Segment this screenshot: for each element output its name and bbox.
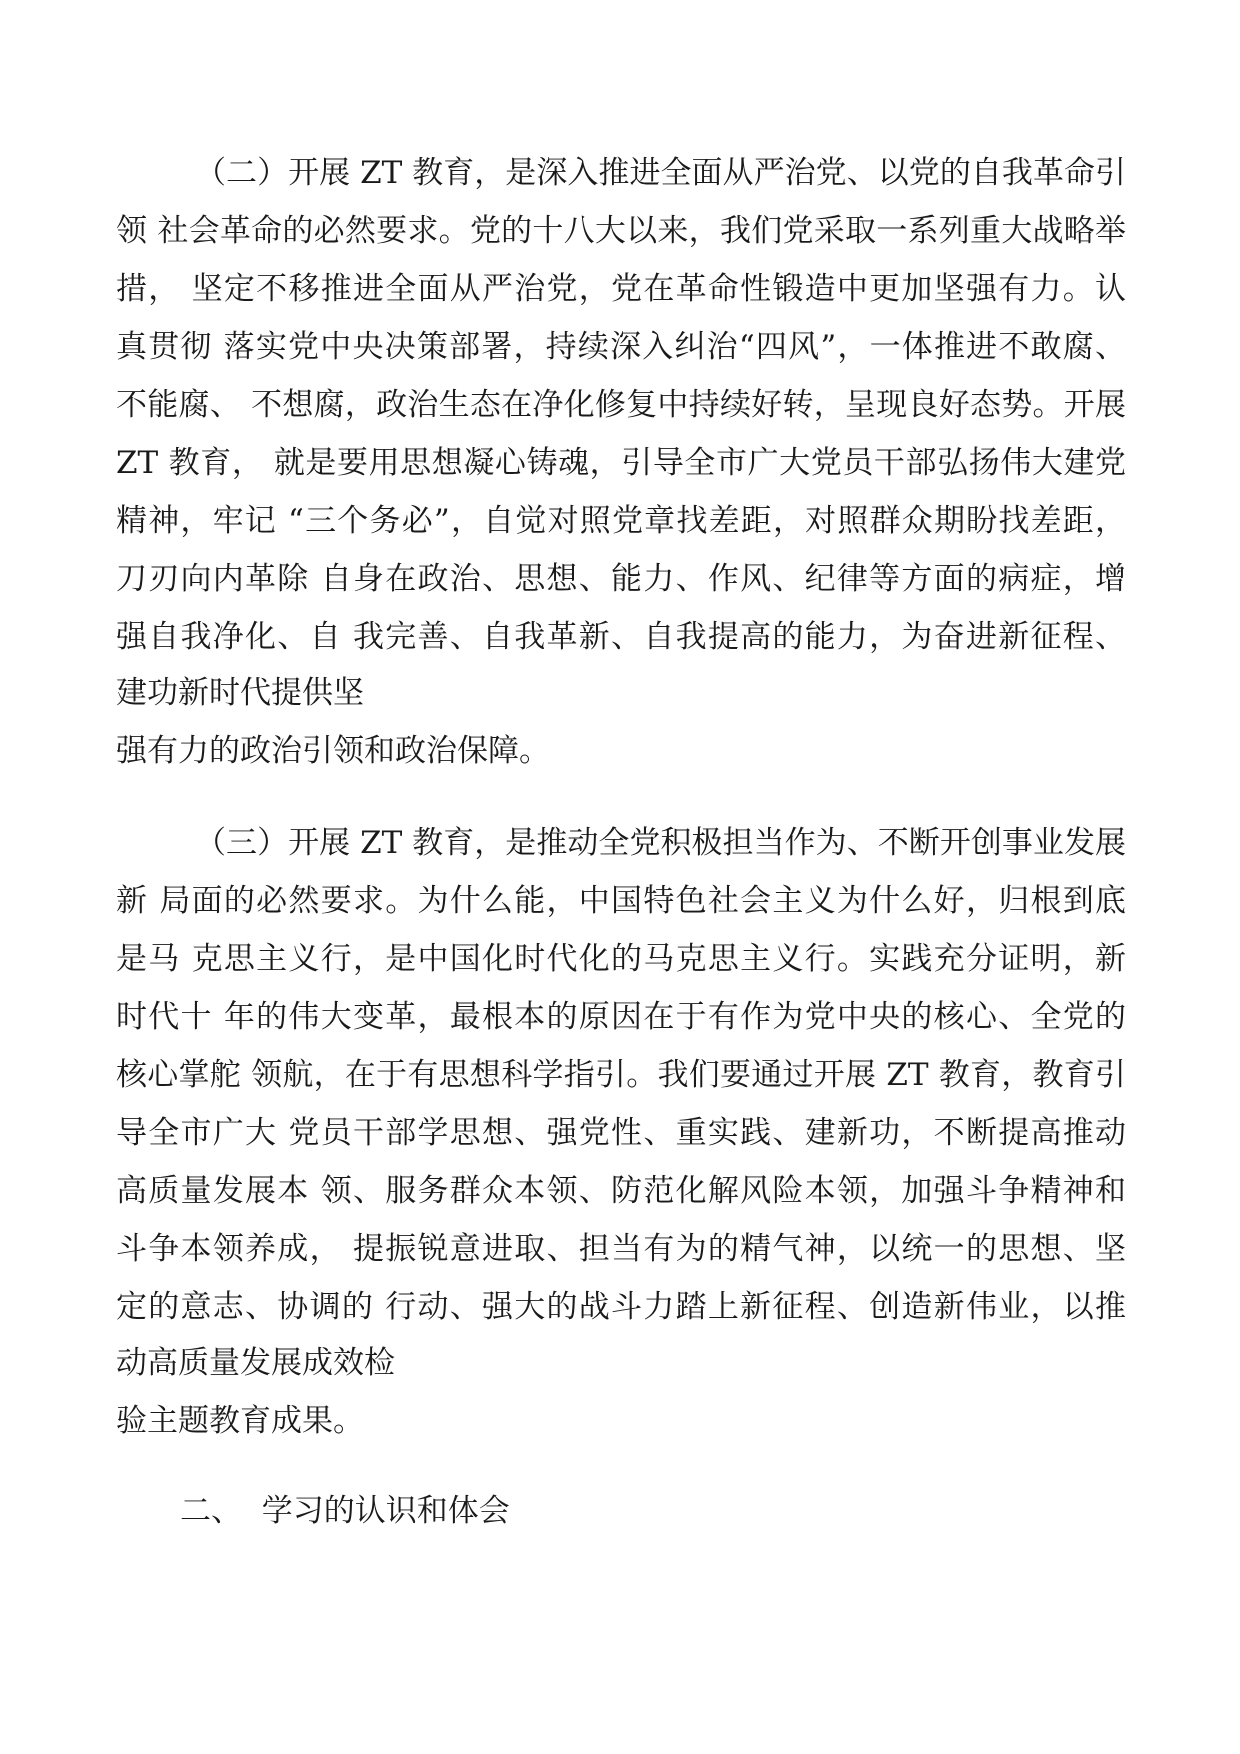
paragraph-line: 强有力的政治引领和政治保障。 xyxy=(116,733,550,769)
paragraph-line: 真贯彻 落实党中央决策部署，持续深入纠治“四风”，一体推进不敢腐、 xyxy=(116,329,1126,365)
paragraph-line: 刀刃向内革除 自身在政治、思想、能力、作风、纪律等方面的病症，增 xyxy=(116,561,1126,597)
paragraph-line: 是马 克思主义行，是中国化时代化的马克思主义行。实践充分证明，新 xyxy=(116,941,1126,977)
paragraph-line: 精神，牢记 “三个务必”，自觉对照党章找差距，对照群众期盼找差距， xyxy=(116,503,1126,539)
paragraph-line: 建功新时代提供坚 xyxy=(116,675,364,711)
paragraph-line: 验主题教育成果。 xyxy=(116,1403,364,1439)
paragraph-line: ZT 教育， 就是要用思想凝心铸魂，引导全市广大党员干部弘扬伟大建党 xyxy=(116,445,1126,481)
paragraph-line: 动高质量发展成效检 xyxy=(116,1345,395,1381)
paragraph-line: 时代十 年的伟大变革，最根本的原因在于有作为党中央的核心、全党的 xyxy=(116,999,1126,1035)
section-heading: 二、 学习的认识和体会 xyxy=(180,1493,510,1529)
paragraph-line: （二）开展 ZT 教育，是深入推进全面从严治党、以党的自我革命引 xyxy=(195,155,1126,191)
paragraph-line: 新 局面的必然要求。为什么能，中国特色社会主义为什么好，归根到底 xyxy=(116,883,1126,919)
paragraph-line: （三）开展 ZT 教育，是推动全党积极担当作为、不断开创事业发展 xyxy=(195,825,1126,861)
paragraph-line: 斗争本领养成， 提振锐意进取、担当有为的精气神，以统一的思想、坚 xyxy=(116,1231,1126,1267)
paragraph-line: 不能腐、 不想腐，政治生态在净化修复中持续好转，呈现良好态势。开展 xyxy=(116,387,1126,423)
paragraph-line: 核心掌舵 领航，在于有思想科学指引。我们要通过开展 ZT 教育，教育引 xyxy=(116,1057,1126,1093)
paragraph-line: 措， 坚定不移推进全面从严治党，党在革命性锻造中更加坚强有力。认 xyxy=(116,271,1126,307)
paragraph-line: 导全市广大 党员干部学思想、强党性、重实践、建新功，不断提高推动 xyxy=(116,1115,1126,1151)
paragraph-line: 强自我净化、自 我完善、自我革新、自我提高的能力，为奋进新征程、 xyxy=(116,619,1126,655)
paragraph-line: 高质量发展本 领、服务群众本领、防范化解风险本领，加强斗争精神和 xyxy=(116,1173,1126,1209)
paragraph-line: 领 社会革命的必然要求。党的十八大以来，我们党采取一系列重大战略举 xyxy=(116,213,1126,249)
paragraph-line: 定的意志、协调的 行动、强大的战斗力踏上新征程、创造新伟业，以推 xyxy=(116,1289,1126,1325)
